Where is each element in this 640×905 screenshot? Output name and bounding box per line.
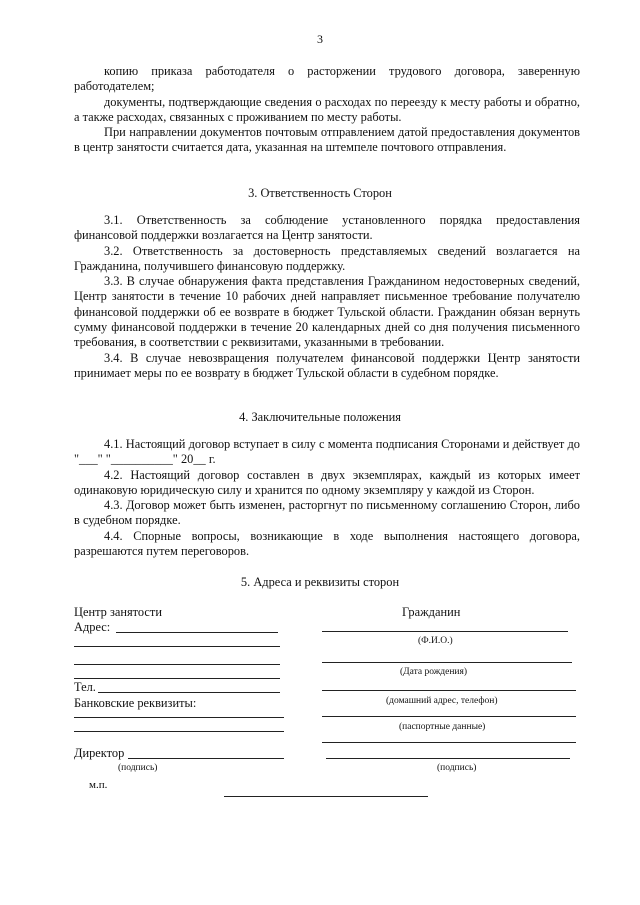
clause-3-2: 3.2. Ответственность за достоверность представляемых сведений возлагается на Гражданина, получившего финансовую поддержку.: [74, 243, 580, 273]
intro-paragraph-3: При направлении документов почтовым отправлением датой предоставления документов в центр занятости считается дата, указанная на штемпеле почтового отправления.: [74, 125, 580, 155]
citizen-header: Гражданин: [402, 605, 461, 619]
section-5-title: 5. Адреса и реквизиты сторон: [240, 575, 400, 589]
address-line-2[interactable]: [74, 646, 280, 647]
intro-paragraph-2: документы, подтверждающие сведения о расходах по переезду к месту работы и обратно, а также расходах, связанных с проживанием по месту работы.: [74, 94, 580, 124]
birth-date-caption: (Дата рождения): [400, 667, 468, 677]
birth-date-line[interactable]: [322, 662, 572, 663]
stamp-label: м.п.: [89, 779, 108, 791]
passport-caption: (паспортные данные): [399, 722, 486, 732]
clause-3-4: 3.4. В случае невозвращения получателем финансовой поддержки Центр занятости принимает меры по ее возврату в бюджет Тульской области в судебном порядке.: [74, 350, 580, 380]
clause-4-3: 4.3. Договор может быть изменен, расторгнут по письменному соглашению Сторон, либо в судебном порядке.: [74, 498, 580, 528]
address-line[interactable]: [116, 632, 278, 633]
bottom-divider-line: [224, 796, 428, 797]
clause-4-4: 4.4. Спорные вопросы, возникающие в ходе выполнения настоящего договора, разрешаются путем переговоров.: [74, 528, 580, 559]
fio-caption: (Ф.И.О.): [418, 636, 453, 646]
intro-block: [74, 64, 580, 156]
employment-center-header: Центр занятости: [74, 605, 162, 619]
director-signature-caption: (подпись): [118, 763, 158, 773]
bank-line-1[interactable]: [74, 717, 284, 718]
section-3-title: 3. Ответственность Сторон: [248, 186, 392, 200]
director-signature-line[interactable]: [128, 758, 284, 759]
section-4-body: [74, 437, 580, 559]
page-number: 3: [317, 32, 323, 46]
phone-label: Тел.: [74, 680, 96, 694]
home-address-line[interactable]: [322, 690, 576, 691]
passport-line[interactable]: [322, 716, 576, 717]
fio-line[interactable]: [322, 631, 568, 632]
bank-line-2[interactable]: [74, 731, 284, 732]
section-3-body: [74, 213, 580, 381]
clause-4-1: 4.1. Настоящий договор вступает в силу с момента подписания Сторонами и действует до "___" "__________" 20__ г.: [74, 437, 580, 467]
home-address-caption: (домашний адрес, телефон): [386, 696, 498, 706]
address-line-3[interactable]: [74, 664, 280, 665]
citizen-signature-line[interactable]: [326, 758, 570, 759]
director-label: Директор: [74, 746, 125, 760]
employment-center-address-label: Адрес:: [74, 620, 111, 634]
section-4-title: 4. Заключительные положения: [239, 410, 401, 424]
address-line-4[interactable]: [74, 678, 280, 679]
clause-4-2: 4.2. Настоящий договор составлен в двух экземплярах, каждый из которых имеет одинаковую юридическую силу и хранится по одному экземпляру у каждой из Сторон.: [74, 467, 580, 497]
bank-details-label: Банковские реквизиты:: [74, 696, 197, 710]
passport-line-2[interactable]: [322, 742, 576, 743]
clause-3-1: 3.1. Ответственность за соблюдение установленного порядка предоставления финансовой поддержки возлагается на Центр занятости.: [74, 213, 580, 243]
citizen-signature-caption: (подпись): [437, 763, 477, 773]
phone-line[interactable]: [98, 692, 280, 693]
clause-3-3: 3.3. В случае обнаружения факта представления Гражданином недостоверных сведений, Центр занятости в течение 10 рабочих дней направляет письменное требование получателю финансовой поддержки об ее возврате в бюджет Тульской области. Гражданин обязан вернуть сумму финансовой поддержки в течение 20 календарных дней со дня получения письменного требования, в соответствии с реквизитами, указанными в требовании.: [74, 274, 580, 350]
intro-paragraph-1: копию приказа работодателя о расторжении трудового договора, заверенную работодателем;: [74, 64, 580, 94]
